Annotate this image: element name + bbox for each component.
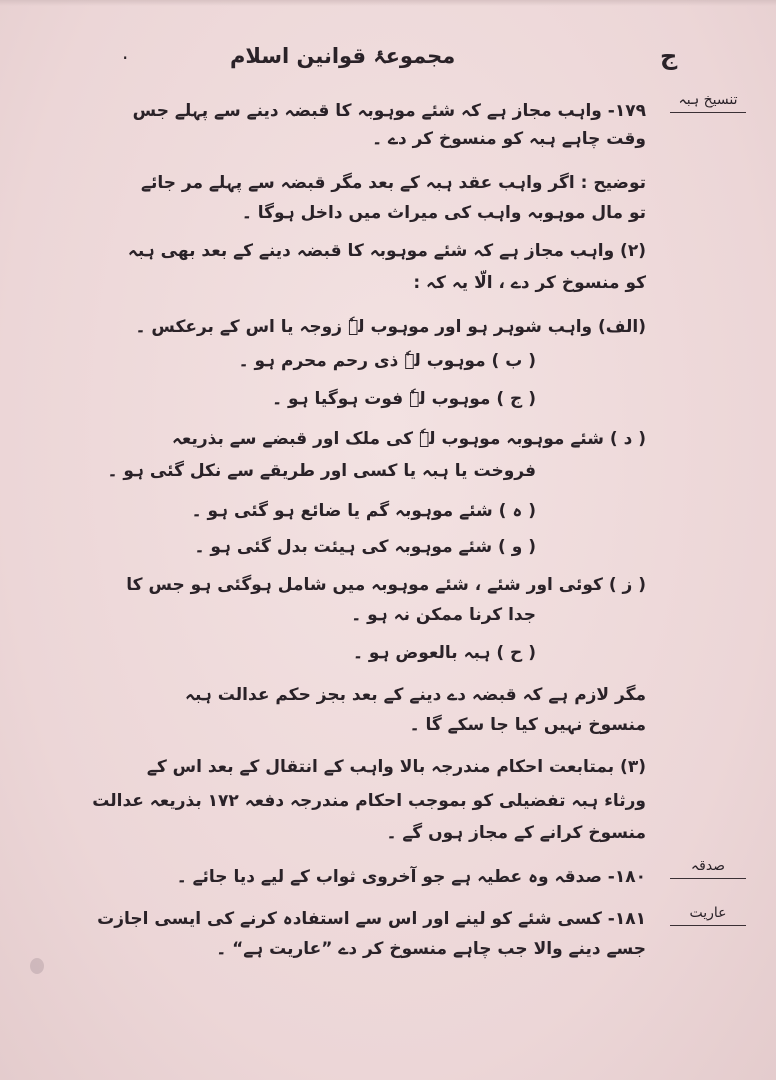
page-letter: ج — [660, 42, 678, 70]
condition-ze-cont: جدا کرنا ممکن نہ ہو ۔ — [351, 605, 536, 625]
body-line: منسوخ نہیں کیا جا سکے گا ۔ — [409, 715, 646, 735]
body-line: تو مال موہوبہ واہب کی میراث میں داخل ہوگا ۔ — [241, 203, 646, 223]
margin-note-label: تنسیخ ہبہ — [678, 92, 738, 108]
condition-dal: ( د ) شئے موہوبہ موہوب لہٗ کی ملک اور قبضے سے بذریعہ — [171, 429, 646, 449]
condition-wao: ( و ) شئے موہوبہ کی ہیئت بدل گئی ہو ۔ — [194, 537, 536, 557]
body-line: وقت چاہے ہبہ کو منسوخ کر دے ۔ — [372, 129, 646, 149]
page-edge-shadow — [0, 0, 776, 6]
condition-alif: (الف) واہب شوہر ہو اور موہوب لہٗ زوجہ یا اس کے برعکس ۔ — [135, 317, 646, 337]
margin-underline — [670, 925, 746, 926]
body-line: ورثاء ہبہ تفضیلی کو بموجب احکام مندرجہ دفعہ ۱۷۲ بذریعہ عدالت — [92, 791, 646, 811]
margin-note-label: صدقہ — [690, 858, 726, 874]
condition-ze: ( ز ) کوئی اور شئے ، شئے موہوبہ میں شامل ہوگئی ہو جس کا — [126, 575, 646, 595]
condition-be: ( ب ) موہوب لہٗ ذی رحم محرم ہو ۔ — [238, 351, 536, 371]
ink-smudge — [30, 958, 44, 974]
page-title: مجموعۂ قوانین اسلام — [230, 44, 456, 68]
margin-note-ariyat — [668, 905, 748, 926]
margin-note-sadqa — [668, 858, 748, 879]
condition-hay: ( ح ) ہبہ بالعوض ہو ۔ — [352, 643, 536, 663]
margin-underline — [670, 112, 746, 113]
body-line: مگر لازم ہے کہ قبضہ دے دینے کے بعد بجز حکم عدالت ہبہ — [185, 685, 646, 705]
condition-he: ( ہ ) شئے موہوبہ گم یا ضائع ہو گئی ہو ۔ — [191, 501, 536, 521]
margin-note-label: عاریت — [689, 905, 727, 921]
clause-2-line: (۲) واہب مجاز ہے کہ شئے موہوبہ کا قبضہ دینے کے بعد بھی ہبہ — [127, 241, 646, 261]
header-dot: . — [122, 40, 129, 64]
condition-dal-cont: فروخت یا ہبہ یا کسی اور طریقے سے نکل گئی ہو ۔ — [107, 461, 536, 481]
body-line: جسے دینے والا جب چاہے منسوخ کر دے ”عاریت ہے“ ۔ — [216, 939, 646, 959]
body-line: منسوخ کرانے کے مجاز ہوں گے ۔ — [386, 823, 646, 843]
margin-underline — [670, 878, 746, 879]
section-179-line: ۱۷۹- واہب مجاز ہے کہ شئے موہوبہ کا قبضہ دینے سے پہلے جس — [132, 101, 646, 121]
explanation-line: توضیح : اگر واہب عقد ہبہ کے بعد مگر قبضہ سے پہلے مر جائے — [141, 173, 646, 193]
clause-3-line: (۳) بمتابعت احکام مندرجہ بالا واہب کے انتقال کے بعد اس کے — [146, 757, 646, 777]
body-line: کو منسوخ کر دے ، الّا یہ کہ : — [413, 273, 646, 293]
section-181-line: ۱۸۱- کسی شئے کو لینے اور اس سے استفادہ کرنے کی ایسی اجازت — [97, 909, 646, 929]
section-180-line: ۱۸۰- صدقہ وہ عطیہ ہے جو آخروی ثواب کے لیے دیا جائے ۔ — [176, 867, 646, 887]
page-header — [0, 38, 776, 78]
margin-note-tanseekh — [668, 92, 748, 113]
condition-jeem: ( ج ) موہوب لہٗ فوت ہوگیا ہو ۔ — [272, 389, 536, 409]
